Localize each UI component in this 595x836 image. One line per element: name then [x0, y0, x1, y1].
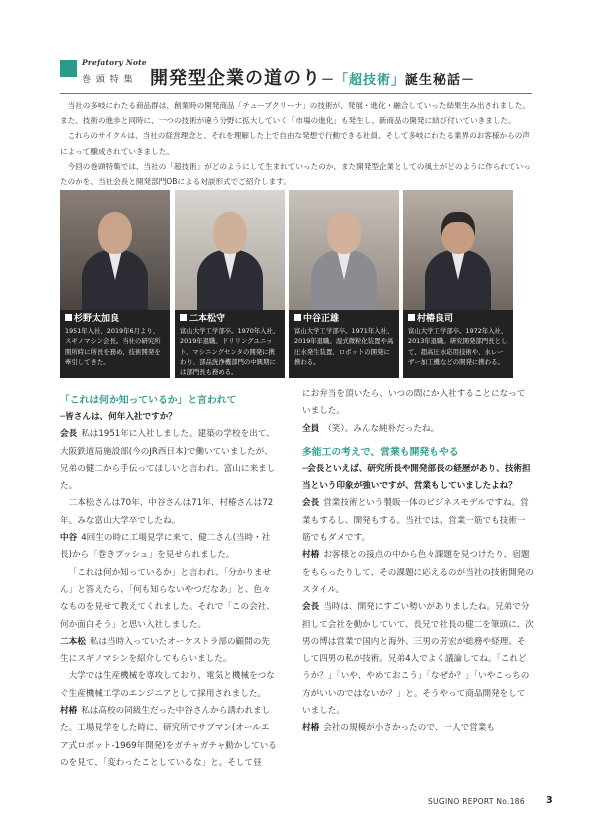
title-dash: －: [321, 73, 336, 88]
speaker-label: 全員: [302, 423, 320, 434]
speaker-label: 村椿: [60, 706, 78, 717]
speaker-label: 村椿: [302, 550, 320, 561]
portrait-card: [289, 190, 399, 378]
speaker-label: 会長: [302, 602, 320, 613]
interview-answer: [60, 530, 278, 565]
person-name: 二本松守: [189, 314, 226, 324]
prefatory-note-label: Prefatory Note: [82, 58, 147, 67]
interview-answer: 二本松さんは70年、中谷さんは71年、村椿さんは72年。みな富山大学卒でしたね。: [60, 498, 274, 526]
interview-answer: [302, 421, 534, 438]
interview-answer: [302, 547, 534, 599]
portrait-caption: [289, 310, 399, 378]
intro-paragraph: 当社の多岐にわたる商品群は、創業時の開発商品「チューブクリーナ」の技術が、発展・進化・融合していった結果生み出されました。また、技術の進歩と同時に、一つの技術が違う分野に拡大していく「市場の進化」も発生し、新商品の開発に結び付いていきました。: [60, 101, 530, 126]
interview-answer: [60, 703, 278, 772]
interview-column-left: [60, 392, 278, 772]
answer-text: 当時は、開発にすごい勢いがありましたね。兄弟で分担して会社を動かしていて、長兄で社長の健二を筆頭に、次男の博は営業で国内と海外、三男の芳宏が総務や経理、そして四男の私が技術。兄弟4人でよく議論してね。「これどうか？」「いや、やめておこう」「なぜか？」「いやこっちの方がいいのではないか？」と。そうやって商品開発をしていました。: [302, 602, 534, 717]
interview-answer: [60, 634, 278, 669]
series-label: 巻 頭 特 集: [82, 75, 134, 85]
person-photo: [425, 212, 491, 308]
interview-answer: [302, 495, 534, 547]
person-name: 杉野太加良: [74, 314, 120, 324]
person-photo: [197, 212, 263, 308]
answer-text: （笑）。みんな純朴だったね。: [323, 423, 440, 434]
person-photo: [311, 212, 377, 308]
title-accent: 「超技術」: [335, 73, 406, 88]
interview-answer: にお弁当を頂いたら、いつの間にか入社することになっていました。: [302, 389, 526, 417]
interview-answer: [302, 599, 534, 720]
answer-text: 私は高校の同級生だった中谷さんから誘われました。工場見学をした時に、研究所でサブマン(オールエア式ロボット-1969年開発)をガチャガチャ動かしているのを見て、「変わったことしているな」と。そして昼: [60, 706, 277, 768]
portrait-caption: [403, 310, 513, 378]
portrait-card: [60, 190, 170, 378]
interview-answer: [302, 720, 534, 737]
portrait-caption: [60, 310, 170, 378]
interview-question: ─皆さんは、何年入社ですか？: [60, 412, 177, 422]
speaker-label: 会長: [60, 429, 78, 440]
intro-paragraph: 今回の巻頭特集では、当社の「超技術」がどのようにして生まれていったのか、また開発型企業としての風土がどのように作られていったのかを、当社会長と開発部門OBによる対談形式でご紹介します。: [60, 161, 531, 187]
answer-text: 私は当時入っていたオーケストラ部の顧問の先生にスギノマシンを紹介してもらいました。: [60, 636, 270, 665]
answer-text: 私は1951年に入社しました。建築の学校を出て、大阪鉄道局施設部(今のJR西日本)で働いていましたが、兄弟の健二から手伝ってほしいと言われ、富山に来ました。: [60, 429, 276, 492]
interview-question: ─会長といえば、研究所長や開発部長の経歴があり、技術担当という印象が強いですが、営業もしていましたよね？: [302, 463, 531, 492]
title-sub: 誕生秘話－: [405, 73, 476, 88]
portrait-card: [175, 190, 285, 378]
person-description: 富山大学工学部卒。1971年入社、2019年退職。湿式微粒化装置や高圧水発生装置、ロボットの開発に携わる。: [294, 327, 394, 366]
speaker-label: 会長: [302, 498, 320, 509]
title-main: 開発型企業の道のり: [150, 68, 321, 89]
person-photo: [82, 212, 148, 308]
page-number: 3: [546, 795, 553, 806]
portrait-caption: [175, 310, 285, 378]
person-description: 富山大学工学部卒。1972年入社、2013年退職。研究開発部門長として、超高圧水応用技術や、水レーザー加工機などの開発に携わる。: [408, 327, 508, 366]
section-marker-square: [60, 60, 77, 77]
person-description: 1951年入社、2019年6月より、スギノマシン会長。当社の研究所開所時に所長を務め、技術開発を牽引してきた。: [65, 327, 161, 366]
answer-text: 4回生の時に工場見学に来て、健二さん(当時・社長)から「巻きプッシュ」を見せられました。: [60, 533, 271, 561]
interview-answer: [60, 426, 278, 495]
page-title: [150, 64, 475, 90]
person-name: 村椿良司: [417, 314, 454, 324]
portrait-card: [403, 190, 513, 378]
interview-answer: 大学では生産機械を専攻しており、電気と機械をつなぐ生産機械工学のエンジニアとして採用されました。: [60, 671, 275, 699]
speaker-label: 二本松: [60, 636, 86, 647]
person-description: 富山大学工学部卒。1970年入社、2019年退職。ドリリングユニット、マシニングセンタの開発に携わり、部品洗浄機部門の中興期には部門長も務める。: [180, 327, 280, 377]
person-name: 中谷正雄: [303, 314, 340, 324]
interview-column-right: [302, 386, 534, 738]
speaker-label: 村椿: [302, 723, 320, 734]
section-heading: 多能工の考えで、営業も開発もやる: [302, 446, 459, 458]
intro-paragraph: これらのサイクルは、当社の経営理念と、それを理解した上で自由な発想で行動できる社員、そして多岐にわたる業界のお客様からの声によって醸成されていきました。: [60, 131, 530, 156]
intro-text: [60, 98, 534, 189]
speaker-label: 中谷: [60, 533, 78, 544]
report-name: SUGINO REPORT No.186: [428, 797, 525, 806]
section-heading: 「これは何か知っているか」と言われて: [60, 395, 237, 406]
title-divider: [60, 93, 532, 94]
answer-text: 会社の規模が小さかったので、一人で営業も: [323, 723, 495, 734]
answer-text: 営業技術という製販一体のビジネスモデルですね。営業もするし、開発もする。当社では、営業一筋でも技術一筋でもダメです。: [302, 498, 529, 544]
interview-answer: 「これは何か知っているか」と言われ、「分かりません」と答えたら、「何も知らないやつだなあ」と、色々なものを見せて教えてくれました。それで「この会社、何か面白そう」と思い入社しました。: [60, 567, 275, 630]
answer-text: お客様との接点の中から色々課題を見つけたり、宿題をもらったりして、その課題に応えるのが当社の技術開発のスタイル。: [302, 550, 534, 595]
